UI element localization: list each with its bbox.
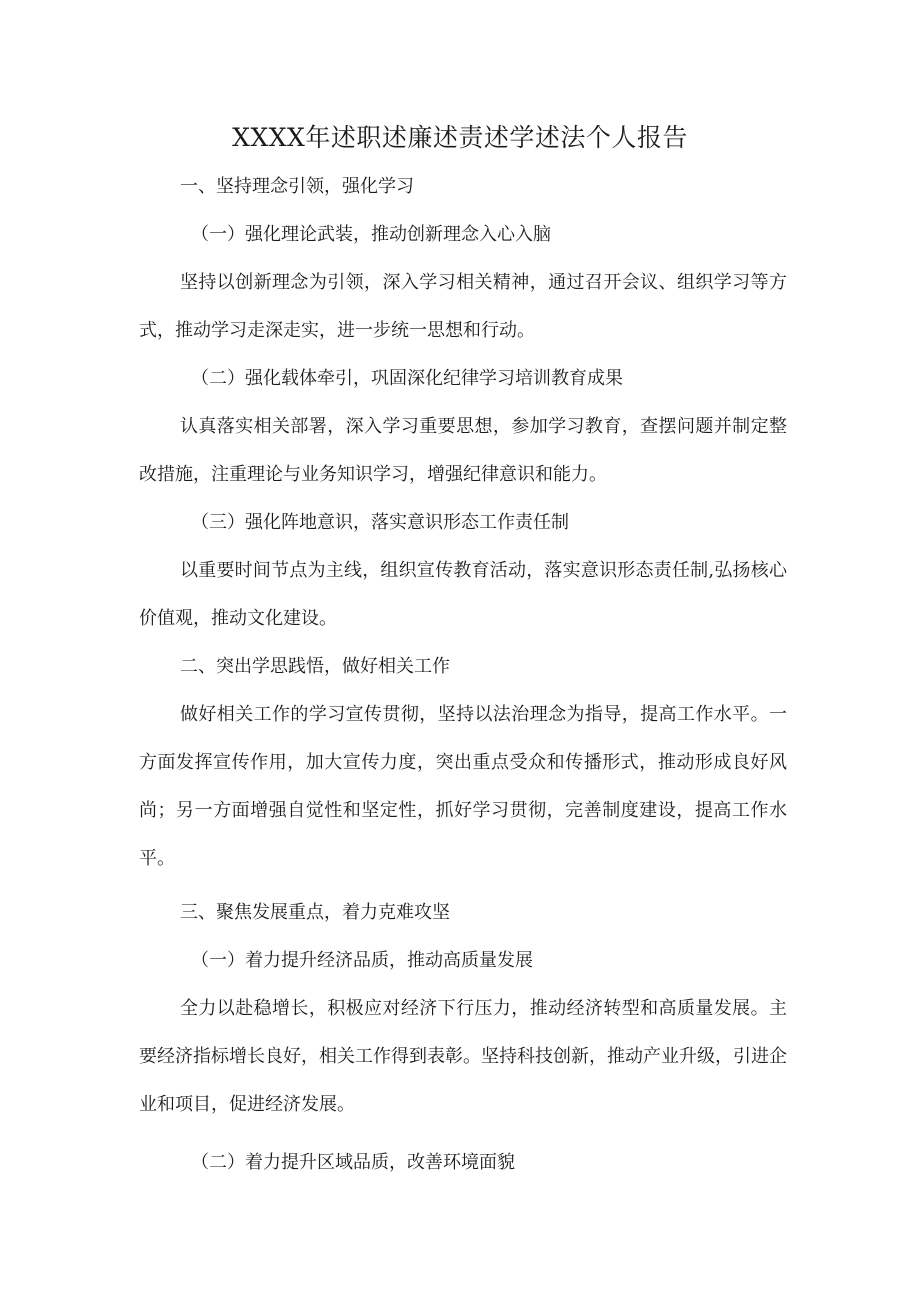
subsection-heading-3-1: （一）着力提升经济品质，推动高质量发展 xyxy=(191,950,533,971)
subsection-heading-1-2: （二）强化载体牵引，巩固深化纪律学习培训教育成果 xyxy=(191,368,623,389)
section-heading-3: 三、聚焦发展重点，着力克难攻坚 xyxy=(180,902,450,923)
paragraph-5: 全力以赴稳增长，积极应对经济下行压力，推动经济转型和高质量发展。主要经济指标增长良好，相关工作得到表彰。坚持科技创新，推动产业升级，引进企业和项目，促进经济发展。 xyxy=(139,998,787,1115)
section-heading-2: 二、突出学思践悟，做好相关工作 xyxy=(180,656,450,677)
paragraph-1: 坚持以创新理念为引领，深入学习相关精神，通过召开会议、组织学习等方式，推动学习走深走实，进一步统一思想和行动。 xyxy=(139,272,787,341)
subsection-heading-1-1: （一）强化理论武装，推动创新理念入心入脑 xyxy=(191,224,551,245)
paragraph-4: 做好相关工作的学习宣传贯彻，坚持以法治理念为指导，提高工作水平。一方面发挥宣传作用，加大宣传力度，突出重点受众和传播形式，推动形成良好风尚；另一方面增强自觉性和坚定性，抓好学习贯彻，完善制度建设，提高工作水平。 xyxy=(139,704,787,869)
subsection-heading-1-3: （三）强化阵地意识，落实意识形态工作责任制 xyxy=(191,512,569,533)
document-title: XXXX年述职述廉述责述学述法个人报告 xyxy=(232,123,688,152)
paragraph-3: 以重要时间节点为主线，组织宣传教育活动，落实意识形态责任制,弘扬核心价值观，推动文化建设。 xyxy=(139,560,787,629)
section-heading-1: 一、坚持理念引领，强化学习 xyxy=(180,176,414,197)
paragraph-2: 认真落实相关部署，深入学习重要思想，参加学习教育，查摆问题并制定整改措施，注重理论与业务知识学习，增强纪律意识和能力。 xyxy=(139,416,787,485)
subsection-heading-3-2: （二）着力提升区域品质，改善环境面貌 xyxy=(191,1152,515,1173)
